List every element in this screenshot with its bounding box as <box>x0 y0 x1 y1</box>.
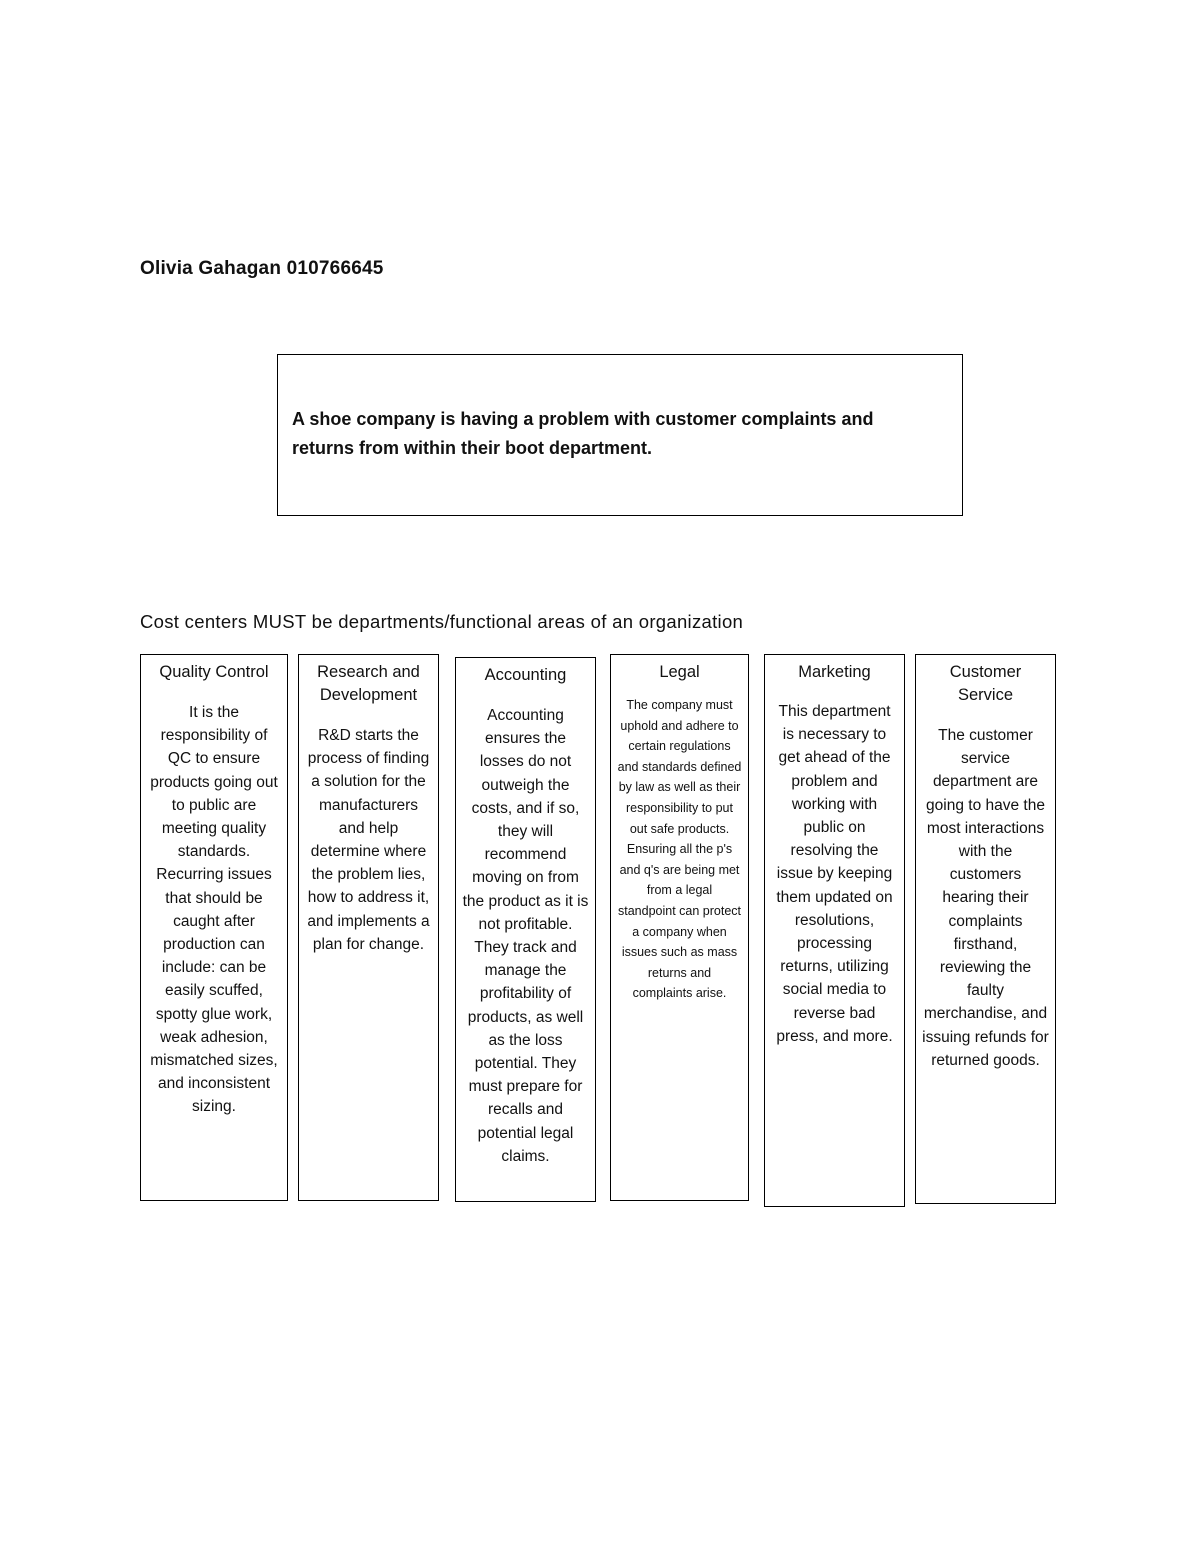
cost-centers-heading: Cost centers MUST be departments/functional areas of an organization <box>140 611 744 632</box>
department-description: The company must uphold and adhere to certain regulations and standards defined by law as well as their responsibility to put out safe products. Ensuring all the p's and q's are being met from a legal standpoint can protect a company when issues such as mass returns and complaints arise. <box>617 698 742 1001</box>
department-box-marketing <box>764 654 905 1207</box>
department-box-customer-service <box>915 654 1056 1204</box>
department-box-quality-control <box>140 654 288 1201</box>
department-description: R&D starts the process of finding a solution for the manufacturers and help determine where the problem lies, how to address it, and implements a plan for change. <box>307 727 430 953</box>
problem-statement: A shoe company is having a problem with customer complaints and returns from within their boot department. <box>292 409 874 458</box>
department-title: Accounting <box>484 666 567 684</box>
department-title: Legal <box>659 663 700 681</box>
department-description: This department is necessary to get ahead of the problem and working with public on resolving the issue by keeping them updated on resolutions, processing returns, utilizing social media to reverse bad press, and more. <box>776 703 893 1045</box>
department-title: Research and Development <box>317 663 420 704</box>
department-box-accounting <box>455 657 596 1202</box>
department-description: Accounting ensures the losses do not outweigh the costs, and if so, they will recommend moving on from the product as it is not profitable. They track and manage the profitability of products, as well as the loss potential. They must prepare for recalls and potential legal claims. <box>462 707 589 1165</box>
author-line: Olivia Gahagan 010766645 <box>140 258 384 279</box>
department-box-legal <box>610 654 749 1201</box>
department-title: Quality Control <box>159 663 269 681</box>
department-box-research-development <box>298 654 439 1201</box>
problem-statement-box <box>277 354 963 516</box>
department-title: Customer Service <box>949 663 1022 704</box>
department-description: It is the responsibility of QC to ensure products going out to public are meeting quality standards. Recurring issues that should be caught after production can include: can be easily scuffed, spotty glue work, weak adhesion, mismatched sizes, and inconsistent sizing. <box>150 704 278 1116</box>
department-description: The customer service department are going to have the most interactions with the customers hearing their complaints firsthand, reviewing the faulty merchandise, and issuing refunds for returned goods. <box>922 727 1049 1069</box>
department-title: Marketing <box>798 663 871 681</box>
